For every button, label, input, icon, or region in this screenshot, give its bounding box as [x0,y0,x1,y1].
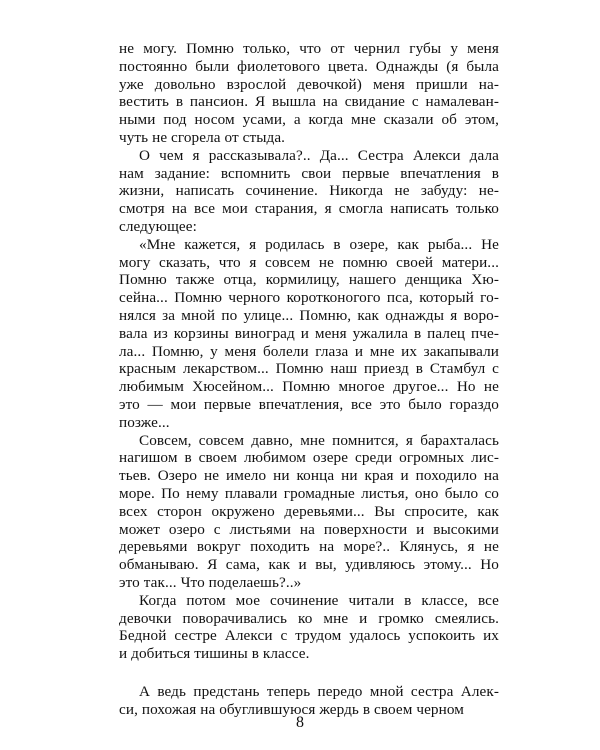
text-line: и добиться тишины в классе. [119,645,310,663]
text-line: девочки поворачивались ко мне и громко смеялись. [119,609,499,627]
text-line: уже довольно взрослой девочкой) меня пришли на- [119,75,499,93]
text-line: чуть не сгорела от стыда. [119,129,286,146]
paragraph-first-line: «Мне кажется, я родилась в озере, как рыба... Не [139,235,499,253]
text-line: могу сказать, что я совсем не помню своей матери... [119,253,499,271]
text-line: нялся за мной по улице... Помню, как однажды я воро- [119,307,499,324]
text-line: смотря на все мои старания, я смогла написать только [119,200,499,218]
text-line: Помню также отца, кормилицу, нашего денщика Хю- [119,271,499,289]
text-line: вестить в пансион. Я вышла на свидание с намалеван- [119,93,499,111]
text-line: нагишом в своем любимом озере среди огромных лис- [119,449,499,467]
text-line: сейна... Помню черного коротконогого пса, который го- [119,289,499,307]
text-line: это — мои первые впечатления, все это было гораздо [119,396,499,413]
text-line: жизни, написать сочинение. Никогда не забуду: не- [119,182,499,200]
text-line: постоянно были фиолетового цвета. Однажды (я была [119,57,499,75]
text-line: море. По нему плавали громадные листья, оно было со [119,485,499,502]
text-line: любимым Хюсейном... Помню многое другое... Но не [119,378,499,396]
text-line: тьев. Озеро не имело ни конца ни края и походило на [119,467,499,485]
text-line: вала из корзины виноград и меня ужалила в палец пче- [119,324,499,342]
text-line: следующее: [119,218,197,235]
text-line: всех сторон окружено деревьями... Вы спросите, как [119,502,499,520]
text-line: красным лекарством... Помню наш приезд в Стамбул с [119,360,499,378]
text-line: деревьями вокруг походить на море?.. Клянусь, я не [119,538,499,556]
paragraph-first-line: Совсем, совсем давно, мне помнится, я барахталась [139,431,499,449]
paragraph-first-line: О чем я рассказывала?.. Да... Сестра Алекси дала [139,146,499,164]
text-line: нам задание: вспомнить свои первые впечатления в [119,164,499,182]
text-line: ла... Помню, у меня болели глаза и мне их закапывали [119,342,499,360]
text-line: Бедной сестре Алекси с трудом удалось успокоить их [119,627,499,645]
text-line: ными под носом усами, а когда мне сказали об этом, [119,111,499,129]
paragraph-first-line: А ведь предстань теперь передо мной сестра Алек- [139,683,499,700]
text-line: обманываю. Я сама, как и вы, удивляюсь этому... Но [119,556,499,574]
paragraph-first-line: Когда потом мое сочинение читали в классе, все [139,591,499,609]
text-line: это так... Что поделаешь?..» [119,574,302,591]
page-number: 8 [296,714,304,731]
text-line: позже... [119,413,170,431]
text-line: си, похожая на обуглившуюся жердь в своем черном [119,700,464,718]
text-line: не могу. Помню только, что от чернил губы у меня [119,40,499,57]
text-line: может озеро с листьями на поверхности и высокими [119,520,499,538]
